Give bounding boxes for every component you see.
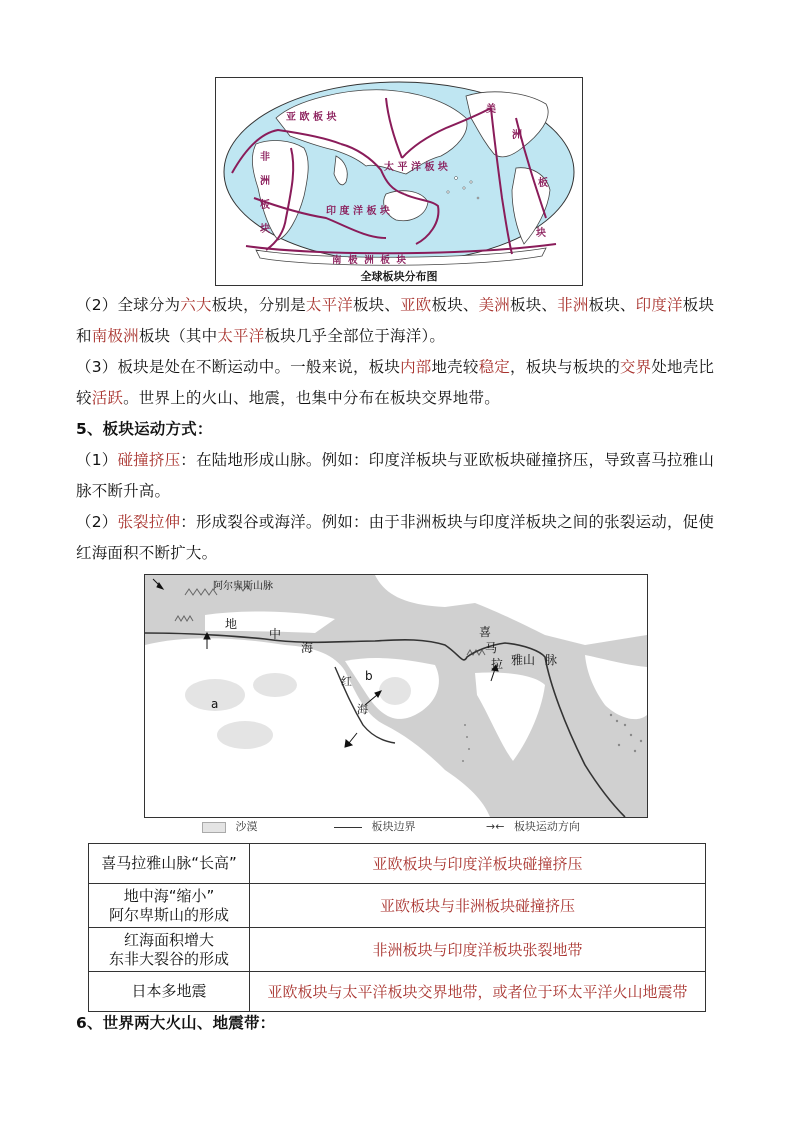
highlight-six: 六大: [180, 296, 212, 314]
table-row: [89, 972, 706, 1012]
regional-plate-map-svg: [145, 575, 647, 817]
table-cell-cause: 亚欧板块与印度洋板块碰撞挤压: [250, 844, 706, 884]
label-med-2: 中: [269, 627, 282, 641]
label-indian-plate: 印 度 洋 板 块: [326, 206, 390, 217]
text: 板块，分别是: [211, 296, 306, 314]
label-american-1: 美: [486, 104, 496, 115]
legend-boundary-label: 板块边界: [371, 820, 416, 833]
label-red-1: 红: [341, 675, 352, 688]
text: ：形成裂谷或海洋。例如：由于非洲板块与印度洋板块之间的张裂运动，促使红海面积不断扩大。: [76, 513, 715, 562]
legend-direction: [486, 818, 580, 834]
paragraph-six-plates: [76, 290, 724, 352]
label-african-3: 板: [260, 200, 270, 211]
legend-desert: [202, 818, 258, 834]
label-him-3: 拉: [491, 657, 504, 671]
text: 板块和: [76, 296, 715, 345]
label-pacific-plate: 太 平 洋 板 块: [384, 162, 448, 173]
text: 地壳较: [431, 358, 479, 376]
text: （2）全球分为: [76, 296, 181, 314]
heading-volcano-belts: 6、世界两大火山、地震带：: [76, 1014, 276, 1032]
label-med-1: 地: [225, 617, 238, 631]
legend-direction-label: 板块运动方向: [513, 820, 580, 833]
label-him-2: 马: [485, 641, 498, 655]
table-cell-phenomenon: 日本多地震: [89, 972, 250, 1012]
arrow-icon: →←: [486, 820, 505, 833]
highlight-eurasian: 亚欧: [400, 296, 432, 314]
label-american-4: 块: [536, 228, 546, 239]
label-a: a: [211, 697, 219, 711]
label-african-2: 洲: [260, 176, 270, 187]
label-him-5: 脉: [545, 653, 558, 667]
label-american-2: 洲: [512, 130, 522, 141]
boundary-swatch: [334, 827, 362, 828]
world-plate-map: [215, 77, 583, 286]
label-b: b: [365, 669, 373, 683]
highlight-african: 非洲: [557, 296, 589, 314]
paragraph-collision: [76, 445, 724, 507]
text: 处地壳比较: [76, 358, 715, 407]
table-cell-phenomenon: 喜马拉雅山脉“长高”: [89, 844, 250, 884]
legend-desert-label: 沙漠: [235, 820, 258, 833]
label-him-1: 喜: [479, 625, 492, 639]
table-cell-cause: 亚欧板块与太平洋板块交界地带，或者位于环太平洋火山地震带: [250, 972, 706, 1012]
highlight-rifting: 张裂拉伸: [117, 513, 181, 531]
paragraph-rifting: [76, 507, 724, 569]
highlight-boundary: 交界: [619, 358, 652, 376]
highlight-active: 活跃: [91, 389, 124, 407]
table-cell-cause: 亚欧板块与非洲板块碰撞挤压: [250, 884, 706, 928]
text: 板块几乎全部位于海洋）。: [264, 327, 446, 345]
label-him-4: 雅山: [511, 653, 536, 667]
plate-effects-table: [88, 843, 706, 1012]
highlight-american: 美洲: [478, 296, 511, 314]
table-row: [89, 884, 706, 928]
highlight-collision: 碰撞挤压: [117, 451, 181, 469]
label-african-1: 非: [260, 152, 270, 163]
highlight-pacific-2: 太平洋: [217, 327, 265, 345]
regional-plate-map: [144, 574, 648, 818]
label-african-4: 块: [260, 224, 270, 235]
text: （1）: [76, 451, 118, 469]
text: 板块（其中: [138, 327, 218, 345]
text: （2）: [76, 513, 118, 531]
table-cell-phenomenon: 地中海“缩小” 阿尔卑斯山的形成: [89, 884, 250, 928]
world-map-caption: 全球板块分布图: [360, 270, 438, 283]
label-antarctic-plate: 南 极 洲 板 块: [332, 255, 406, 266]
legend-boundary: [334, 818, 416, 834]
highlight-indian: 印度洋: [635, 296, 683, 314]
text: ，板块与板块的: [510, 358, 620, 376]
highlight-antarctic: 南极洲: [91, 327, 139, 345]
label-alps: 阿尔卑斯山脉: [213, 581, 273, 592]
highlight-interior: 内部: [400, 358, 432, 376]
table-row: [89, 844, 706, 884]
table-cell-phenomenon: 红海面积增大 东非大裂谷的形成: [89, 928, 250, 972]
text: 板块、: [588, 296, 636, 314]
desert-swatch: [202, 822, 226, 833]
label-red-2: 海: [357, 703, 368, 716]
text: 板块、: [510, 296, 558, 314]
text: （3）板块是处在不断运动中。一般来说，板块: [76, 358, 401, 376]
label-med-3: 海: [301, 641, 314, 655]
text: 板块、: [431, 296, 479, 314]
table-row: [89, 928, 706, 972]
label-american-3: 板: [538, 178, 548, 189]
highlight-pacific: 太平洋: [305, 296, 353, 314]
heading-plate-movement: 5、板块运动方式：: [76, 420, 213, 438]
table-cell-cause: 非洲板块与印度洋板块张裂地带: [250, 928, 706, 972]
text: ：在陆地形成山脉。例如：印度洋板块与亚欧板块碰撞挤压，导致喜马拉雅山脉不断升高。: [76, 451, 715, 500]
paragraph-plate-motion: [76, 352, 724, 414]
text: 板块、: [352, 296, 401, 314]
label-eurasian-plate: 亚 欧 板 块: [286, 112, 337, 123]
highlight-stable: 稳定: [478, 358, 510, 376]
text: 。世界上的火山、地震，也集中分布在板块交界地带。: [123, 389, 500, 407]
